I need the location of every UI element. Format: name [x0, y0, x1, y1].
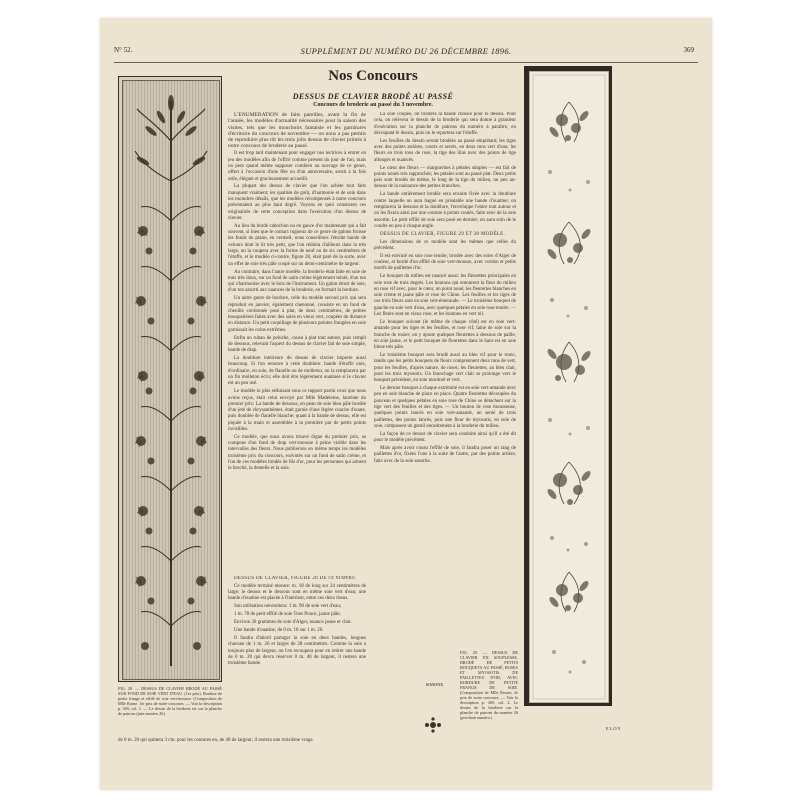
figure-28-embroidery	[118, 76, 222, 682]
paragraph: Les dimensions de ce modèle sont les mêmes que celles du précédent.	[374, 239, 516, 251]
paragraph: Mais après avoir cousu l'effilé de soie, il faudra poser un rang de paillettes d'or, fixées l'une à la suite de l'autre, par des points arrière, faits avec de la soie assortie.	[374, 445, 516, 464]
magazine-page	[100, 18, 712, 790]
paragraph: Au lieu du bordé cabochon ou en gance d'or maintenant qui a fait souvent, si bien que le contact rugueux de ce genre de galons froisse les fonds du piano, en vermeil, nous conseillons l'étroite bande de velours dont le lit très petit, que l'on réduira d'ailleurs dans la très large, on la coupera avec la forme de neuf ou de six centimètres de l'étoffe, et le modèle ci-contre, figure 28, était paré de la sorte, avec un effet de soie très pâle coupé sur un demi-centimètre de largeur.	[228, 223, 366, 267]
paragraph: Une bande d'ouatine, de 0 m. 18 sur 1 m. 20.	[234, 628, 324, 634]
figure-29-embroidery	[524, 66, 612, 706]
article-subheading: DESSUS DE CLAVIER BRODÉ AU PASSÉ	[292, 92, 454, 101]
article-column-2	[374, 112, 516, 674]
article-column-1	[228, 112, 366, 572]
header-rule	[114, 62, 698, 63]
section-heading: DESSUS DE CLAVIER, FIGURE 29 ET 30 MODÈLE.	[380, 231, 506, 237]
paragraph: Le troisième bouquet sera brodé aussi au bleu vif pour le tronc, tandis que les petits bouquets de fleurs comprennent deux tons de vert, pour les feuilles, d'après nature, de roses; les fleurettes, au bleu clair, pour les trois myosotis. Un branchage vert clair se prolonge vers le bouquet précédent, en soie mordoré et vert.	[374, 353, 516, 384]
supplement-title: SUPPLÉMENT DU NUMÉRO DU 26 DÉCEMBRE 1896.	[300, 46, 512, 56]
paragraph: L'ÉNUMÉRATION de faits pareilles, avant la fin de l'année, les modèles d'actualité nécessaires pour la saison des visites, tels que les mouchoirs fantaisie et les garnitures d'écritoire du concours de novembre — on nous a pas permis de reproduire plus tôt les trois jolis dessus de clavier primés à notre concours de broderie au passé.	[228, 112, 366, 150]
vine-embroidery-illustration	[123, 81, 219, 679]
paragraph: Ce modèle terminé mesure: m. 18 de long sur 24 centimètres de large; le dessus et le dessous sont en même soie vert d'eau; une bande d'ouatine est placée à l'intérieur, entre ces deux tissus.	[228, 583, 366, 602]
paragraph: Le dernier bouquet à chaque extrémité est en soie vert-amande avec peu en soie blanche de place en place. Quatre fleurettes découpées du ponceau et quelques pétales en soie rose de Chine se détachent sur la tige vert des feuilles et des tiges. — Un bouton de rose mousseuse, quelques points lancés en soie vert-amande, un semé de trois paillettes, des points lancés, puis une fleur de myosotis, en soie de soie, composent un gentil encadrement à la broderie du milieu.	[374, 386, 516, 429]
paragraph: Il est exécuté en soie rose tendre, brodée avec des soies d'Alger de couleur, et bordé d'un effilé de soie vert-mousse, avec cordon et petits motifs de paillettes d'or.	[374, 253, 516, 272]
floral-bouquets-illustration	[530, 72, 608, 702]
article-tagline: Concours de broderie au passé du 3 novembre.	[313, 102, 433, 108]
paragraph: La façon de ce dessus de clavier sera conduite ainsi qu'il a été dit pour le modèle précédent.	[374, 431, 516, 444]
issue-number: N° 52.	[114, 46, 133, 54]
paragraph: La plupart des dessus de clavier que l'on achète tout faits manquent vraiment; les qualités de goût, d'harmonie et de soin dans les moindres détails, que les modèles récompensés à notre concours présentaient au plus haut degré. Voyons en quoi consistent ces originalités de cette conception dans l'exécution d'un dessus de clavier.	[228, 184, 366, 221]
paragraph: Environ 30 grammes de soie d'Alger, nuance jaune et clair.	[234, 620, 352, 626]
paragraph: Le bouquet suivant (le même de chaque côté) est en soie vert-amande pour les tiges et les feuilles, et rose vif, laine de soie sur la branche de rosier; on y ajoute quelques fleurettes à dessous de paille, en soie jaune, et le petit bouquet de fleurettes dans le haut est en soie bleue très pâle.	[374, 319, 516, 351]
page-footer-text: de 0 m. 20 qui quittera 3 cm. pour les coutures en, de 40 de largeur; il restera une troisième vrage.	[118, 738, 314, 743]
paragraph: Un autre genre de bordure, celle du modèle second prix qui sera reproduit en janvier, également chenonné, consiste en un fond de chenille cordonnée posé à plat, de deux centimètres, de petites bouquetières faites avec des soies en vieux vert, coupées de distance en distance. Un petit coquillage de plusieurs pointes frangées en soie garnissait les coins extrêmes.	[228, 296, 366, 333]
paragraph: Le modèle le plus séduisant sous ce rapport parmi ceux que nous avons reçus, était celui envoyé par Mlle Madeleine, lauréate du premier prix: La bande de dessous, en peau de soie bleu pâle brodée d'un jeté de chrysanthèmes, était garnie d'une légère couche d'ouate, puis doublée de flanelle blanche; quant à la bande de dessus, elle est piquée à la main et assemblée à la première par de petits points invisibles.	[228, 389, 366, 432]
author-signature: SIMONE.	[425, 682, 445, 687]
paragraph: Le bouquet du milieu est nuancé aussi: les fleurettes principales en soie rose de trois degrés. Les boutons qui entourent la fleur du milieu en rose vif avec, pour le cœur, un point noué; les fleurettes blanches en soie crème et jaune pâle et rose de Chine. Les feuilles et les tiges de ces trois fleurs sont en soie vert-émeraude. — Le troisième bouquet de gauche en soie vert d'eau, avec quelques pétales en soie rose tendre. — Les fleurs sont en vieux rose, et les boutons en vert nil.	[374, 274, 516, 318]
paragraph: 1 m. 78 de petit effilé de soie Tons Pouce, jaune pâle;	[234, 612, 341, 618]
article-heading: Nos Concours	[328, 68, 418, 84]
paragraph: Au contraire, dans l'autre modèle, la broderie était faite en soie de tons très doux, sur un fond de satin crème légèrement teinté, d'un ton qui s'harmonise avec le bois de l'instrument. Un galon étroit de soie, d'un ton assorti aux nuances de la broderie, en formait la bordure.	[228, 269, 366, 294]
paragraph: Le cœur des fleurs — marguerites à pétales simples — est fait de points noués très rapprochés; les pétales sont au passé plat. Deux petits pois sont brodés de même, le long de la tige du milieu, un peu au-dessus de la naissance des petites branches.	[374, 165, 516, 190]
paragraph: La soie coupée, on brodera la bande choisie pour le dessus. Pour cela, on relèvera le dessin de la broderie qui sera donné à grandeur d'exécution sur la planche de patrons du numéro à paraître, en découpant le dessin, puis on le reportera sur l'étoffe.	[374, 112, 516, 136]
figure-29-caption: FIG. 29. — DESSUS DE CLAVIER EN SOUPLESSE, BRODÉ DE PETITS BOUQUETS AU PASSÉ, ROSES ET MYOSOTIS DE PAILLETTES D'OR, AVEC BORDURE DE PETITE FRANGE DE SOIE. (Composition de Mlle Rosset, 2e prix de notre concours. — Voir la description p. 369, col. 2. Le dessin de la broderie sur la planche de patrons du numéro 26 (prochain numéro.)	[460, 650, 518, 720]
paragraph: Ce modèle, que nous avons trouvé digne du premier prix, se compose d'un fond de drap vert-mousse à peine visible dans les intervalles des fleurs. Nous publierons en même temps les modèles troisième prix du concours, exécutés sur un fond de satin crème, et l'un de ces modèles brodés de fils d'or, pour les personnes qui aiment le broché, la dentelle et la soie.	[228, 434, 366, 472]
figure-28-caption: FIG. 28. — DESSUS DE CLAVIER BRODÉ AU PASSÉ SUR FOND DE SOIE VERT D'EAU. (1er prix). Bordure de petite frange et effilé de soie vert-mousse. (Composition de Mlle Rome, 1er prix de notre concours. — Voir la description p. 369, col. 1. — Le dessin de la broderie est sur la planche de patrons (juin numéro 26).	[118, 686, 222, 716]
paragraph: Il faudra d'abord partager la soie en deux bandes, longues chacune de 1 m. 20 et larges de 28 centimètres. Comme la soie a toujours plus de largeur, on l'en recoupera pour en retirer une bande de 0 m. 20 qui devra réserver 0 m. 40 de largeur, il restera une troisième bande.	[228, 635, 366, 667]
paragraph: Enfin un ruban de peluche, cousu à plat tout autour, puis rempli de dessous, relevant l'aspect du dessus de clavier fait de soie simple, bande de drap.	[228, 335, 366, 354]
paragraph: La bande entièrement brodée sera ensuite fixée avec la doublure contre laquelle on aura bagué en préalable une bande d'ouatine; on remplacera la dessous et la doublure, l'enveloppe l'entre tout autour et on les fixera ainsi par une couture à points coulés, faite avec de la soie assortie. Le petit effilé de soie sera posé en dernier; on aura soin de le coudre en peu à chaque angle.	[374, 192, 516, 229]
section-heading: DESSUS DE CLAVIER, FIGURE 28 DE ce numéro.	[234, 576, 357, 581]
engraver-signature: ELOY	[606, 726, 622, 731]
page-number: 369	[683, 46, 694, 54]
fleuron-ornament	[418, 716, 448, 734]
article-column-1-materials	[228, 576, 366, 734]
paragraph: Il est trop tard maintenant pour engager nos lectrices à entrer en jeu des modèles afin de l'offrir comme présent du jour de l'an, mais on peut quand même supposer combien un ouvrage de ce genre, offert à l'occasion d'une fête ou d'un anniversaire, serait à la fois utile, élégant et gracieusement accueilli.	[228, 151, 366, 182]
paragraph: Son utilisation nécessitera: 1 m. 90 de soie vert d'eau;	[234, 604, 342, 610]
page-header	[100, 46, 712, 60]
paragraph: Les feuilles du dessin seront brodées au passé empiétant; les tiges avec des points arrières, courts et serrés, en deux tons vert d'eau; les fleurs en trois tons de rose, la tige des lilas avec des points de tige allongés et nuancés.	[374, 138, 516, 163]
paragraph: La doublure intérieure du dessus de clavier importe aussi beaucoup. Si l'on renonce à cette doublure: bande d'étoffe unie, d'ordinaire, en soie, de flanelle ou de molleton, on la remplacera par un fin molleton écru; elle doit être légèrement ouatinée si le clavier est un peu usé.	[228, 356, 366, 387]
